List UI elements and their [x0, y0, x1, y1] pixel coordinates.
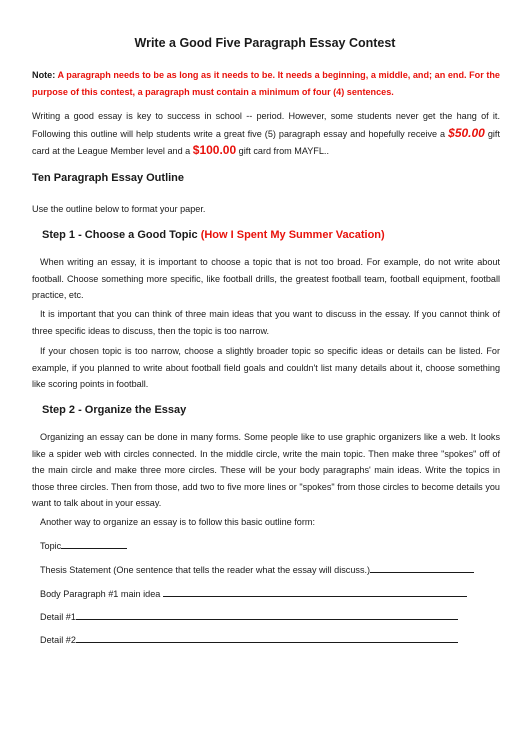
page-title: Write a Good Five Paragraph Essay Contest: [134, 36, 396, 50]
thesis-blank: [370, 562, 474, 573]
body1-blank: [163, 586, 467, 597]
thesis-label: Thesis Statement (One sentence that tells the reader what the essay will discuss.): [40, 565, 371, 575]
note-label: Note:: [32, 70, 56, 80]
thesis-field: [40, 562, 474, 577]
detail2-field: [40, 632, 458, 647]
step2-paragraph-2: Another way to organize an essay is to follow this basic outline form:: [40, 517, 315, 527]
intro-text-1: Writing a good essay is key to success in school -- period. However, some students never get the hang of it. Following this outline will help students write a great five (5) paragraph essay and hopefully receive a: [32, 111, 500, 139]
outline-instruction: Use the outline below to format your paper.: [32, 204, 206, 214]
topic-label: Topic: [40, 541, 62, 551]
step1-paragraph-1: When writing an essay, it is important to choose a topic that is not too broad. For example, do not write about football. Choose something more specific, like football drills, the greatest football team, football equipment, football practice, etc.: [32, 257, 500, 300]
step1-paragraph-3: If your chosen topic is too narrow, choose a slightly broader topic so specific ideas or details can be listed. For example, if you planned to write about football field goals and couldn't list many details about it, choose something like scoring points in football.: [32, 346, 500, 389]
step2-heading: Step 2 - Organize the Essay: [42, 404, 187, 416]
detail1-label: Detail #1: [40, 612, 76, 622]
body1-label: Body Paragraph #1 main idea: [40, 589, 163, 599]
prize-50: $50.00: [448, 125, 485, 140]
prize-100: $100.00: [192, 143, 237, 157]
detail1-field: [40, 609, 458, 624]
step1-paragraph-2: It is important that you can think of three main ideas that you want to discuss in the essay. If you cannot think of three specific ideas to discuss, then the topic is too narrow.: [32, 309, 500, 336]
detail1-blank: [76, 609, 458, 620]
topic-blank: [61, 538, 127, 549]
step1-title: Step 1 - Choose a Good Topic: [42, 229, 201, 241]
step1-heading: [42, 229, 385, 241]
step2-paragraph-1: Organizing an essay can be done in many forms. Some people like to use graphic organizers like a web. It looks like a spider web with circles connected. In the middle circle, write the main topic. Then make three "spokes" off of the main circle and make three more circles. These will be your body paragraphs' main ideas. Write the topics in those three circles. Then from those, add two to five more lines or "spokes" from those circles to become details you want to talk about in your essay.: [32, 432, 500, 508]
body1-field: [40, 586, 467, 601]
intro-paragraph: [32, 108, 500, 160]
step1-example: (How I Spent My Summer Vacation): [200, 229, 385, 241]
outline-heading: Ten Paragraph Essay Outline: [32, 172, 185, 184]
topic-field: [40, 538, 127, 553]
intro-text-3: gift card from MAYFL..: [236, 146, 329, 156]
intro-text-2: gift card at the League Member level and a: [32, 128, 500, 156]
note-text: A paragraph needs to be as long as it needs to be. It needs a beginning, a middle, and; an end. For the purpose of this contest, a paragraph must contain a minimum of four (4) sentences.: [32, 70, 500, 97]
detail2-blank: [76, 632, 458, 643]
detail2-label: Detail #2: [40, 635, 76, 645]
note-paragraph: [32, 67, 500, 100]
